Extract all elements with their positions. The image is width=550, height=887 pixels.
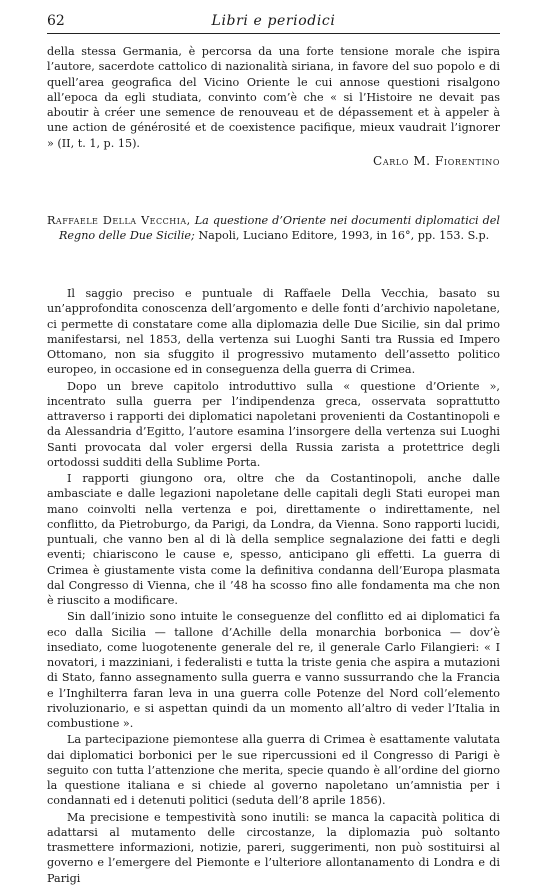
- review-paragraph: I rapporti giungono ora, oltre che da Costantinopoli, anche dalle ambasciate e dalle legazioni napoletane delle capitali degli Stati europei man mano coinvolti nella vertenza e poi, direttamente o indirettamente, nel conflitto, da Pietroburgo, da Parigi, da Londra, da Vienna. Sono rapporti lucidi, puntuali, che vanno ben al di là della semplice segnalazione dei fatti e degli eventi; chiariscono le cause e, spesso, anticipano gli effetti. La guerra di Crimea è giustamente vista come la definitiva condanna dell’Europa plasmata dal Congresso di Vienna, che il ’48 ha scosso fino alle fondamenta ma che non è riuscito a modificare.: [47, 472, 500, 607]
- citation-title: La questione d’Oriente nei documenti diplomatici del Regno delle Due Sicilie;: [59, 214, 500, 243]
- review-paragraph: Ma precisione e tempestività sono inutili: se manca la capacità politica di adattarsi al mutamento delle circostanze, la diplomazia può soltanto trasmettere informazioni, notizie, pareri, suggerimenti, non può sostituirsi al governo e l’emergere del Piemonte e l’ulteriore allontanamento di Londra e di Parigi: [47, 810, 500, 885]
- review-paragraph: Il saggio preciso e puntuale di Raffaele Della Vecchia, basato su un’approfondita conoscenza dell’argomento e delle fonti d’archivio napoletane, ci permette di constatare come alla diplomazia delle Due Sicilie, sin dal primo manifestarsi, nel 1853, della vertenza sui Luoghi Santi tra Russia ed Impero Ottomano, non sia sfuggito il progressivo mutamento dell’assetto politico europeo, in occasione ed in conseguenza della guerra di Crimea.: [47, 287, 500, 377]
- citation-line: [47, 213, 500, 244]
- citation-publication: Napoli, Luciano Editore, 1993, in 16°, pp. 153. S.p.: [198, 229, 490, 243]
- review-body: [47, 286, 500, 887]
- running-title: Libri e periodici: [211, 13, 336, 29]
- page-number: 62: [47, 13, 65, 29]
- running-head: [47, 11, 500, 33]
- previous-review-text: della stessa Germania, è percorsa da una forte tensione morale che ispira l’autore, sacerdote cattolico di nazionalità siriana, in favore del suo popolo e di quell’area geografica del Vicino Oriente le cui annose questioni risalgono all’epoca da egli studiata, convinto com’è che « si l’Histoire ne devait pas aboutir à créer une semence de renouveau et de dépassement et à appeler à une action de générosité et de coexistence pacifique, mieux vaudrait l’ignorer » (II, t. 1, p. 15).: [47, 45, 500, 150]
- review-paragraph: Dopo un breve capitolo introduttivo sulla « questione d’Oriente », incentrato sulla guerra per l’indipendenza greca, osservata soprattutto attraverso i rapporti dei diplomatici napoletani provenienti da Costantinopoli e da Alessandria d’Egitto, l’autore esamina l’insorgere della vertenza sui Luoghi Santi provocata dal voler ergersi della Russia zarista a protettrice degli ortodossi sudditi della Sublime Porta.: [47, 379, 500, 469]
- review-paragraph: Sin dall’inizio sono intuite le conseguenze del conflitto ed ai diplomatici fa eco dalla Sicilia — tallone d’Achille della monarchia borbonica — dov’è insediato, come luogotenente generale del re, il generale Carlo Filangieri: « I novatori, i mazziniani, i federalisti e tutta la triste genia che aspira a mutazioni di Stato, fanno assegnamento sulla guerra e vanno sussurrando che la Francia e l’Inghilterra faran leva in una guerra colle Potenze del Nord coll’elemento rivoluzionario, e si aspettan quindi da un momento all’altro di veder l’Italia in combustione ».: [47, 610, 500, 730]
- book-citation: [47, 213, 500, 244]
- citation-author: Raffaele Della Vecchia,: [47, 214, 191, 227]
- review-paragraph: La partecipazione piemontese alla guerra di Crimea è esattamente valutata dai diplomatici borbonici per le sue ripercussioni ed il Congresso di Parigi è seguito con tutta l’attenzione che merita, specie quando è all’ordine del giorno la questione italiana e si chiede al governo napoletano un’amnistia per i condannati ed i detenuti politici (seduta dell’8 aprile 1856).: [47, 733, 500, 808]
- previous-review: [47, 44, 500, 151]
- review-signature: Carlo M. Fiorentino: [373, 154, 500, 168]
- header-rule: [47, 33, 500, 34]
